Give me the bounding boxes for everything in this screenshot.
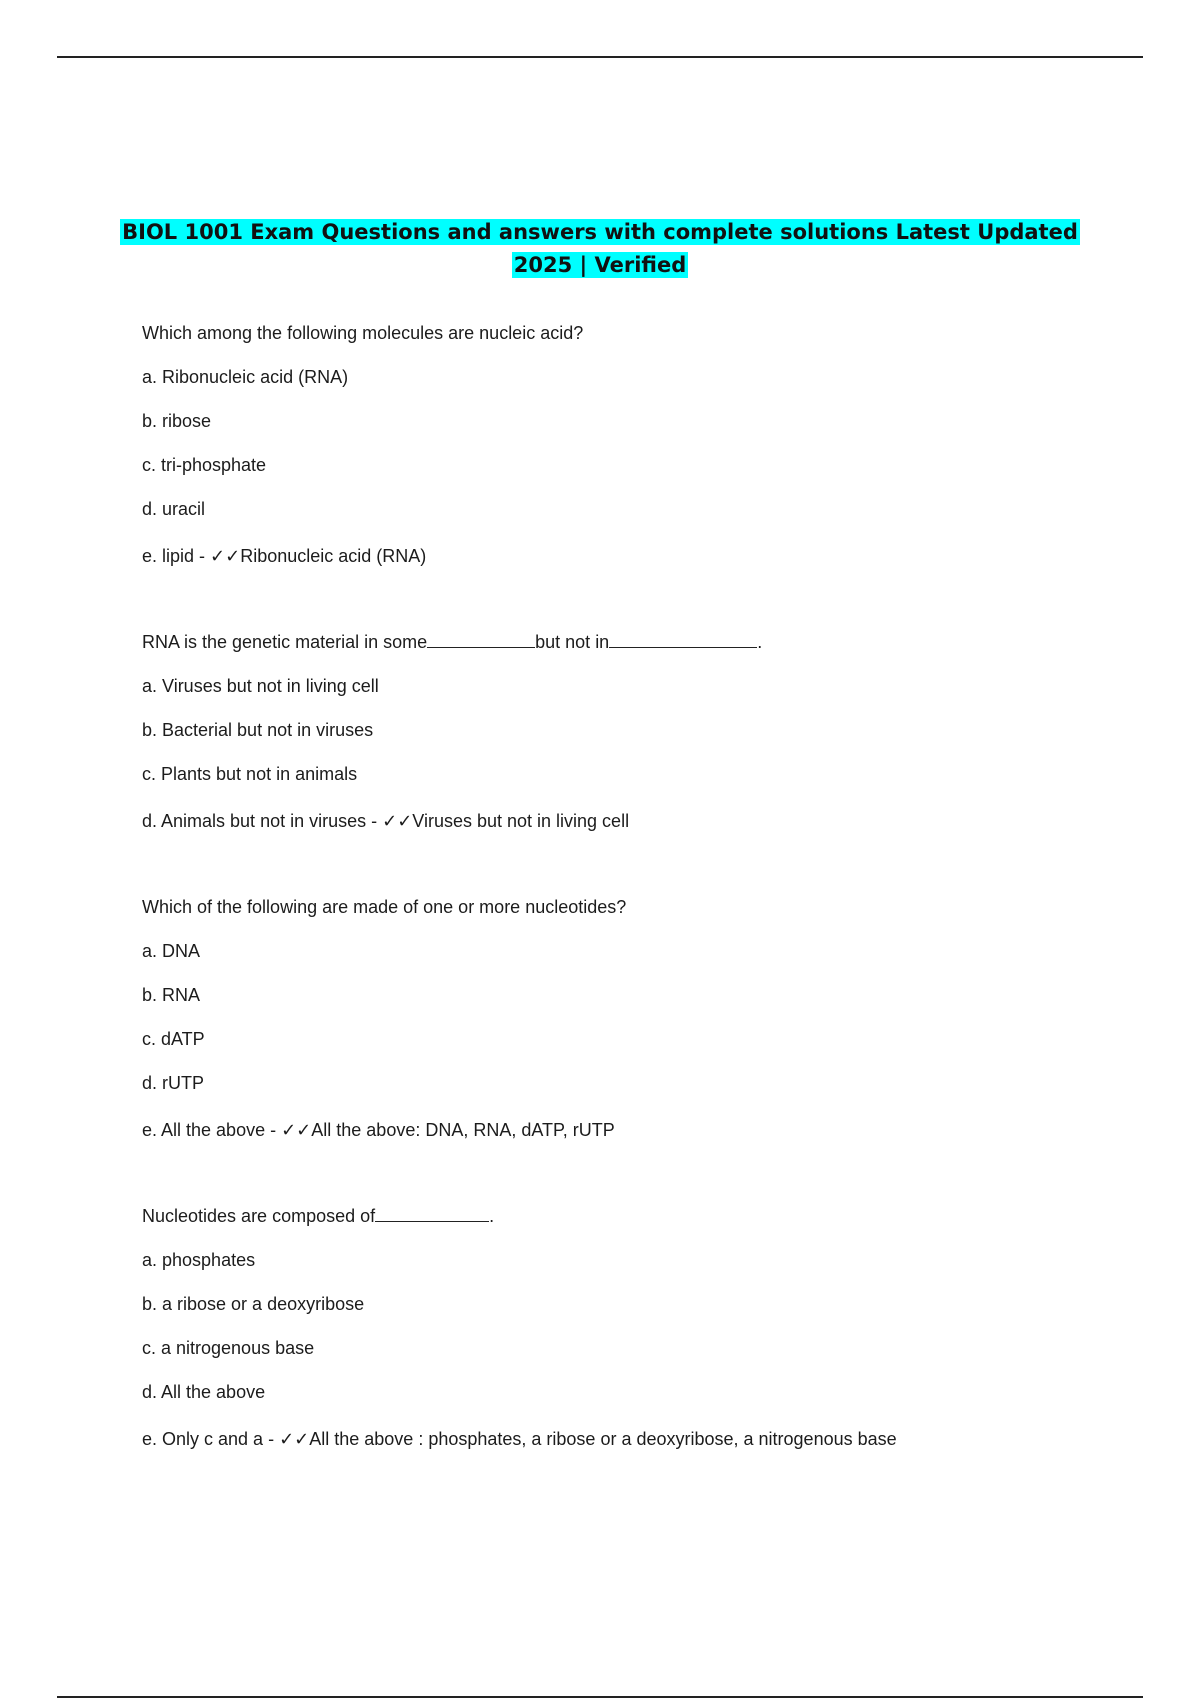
option: b. ribose — [142, 411, 212, 431]
option-with-answer — [142, 1428, 1062, 1450]
option: c. tri-phosphate — [142, 455, 267, 475]
option: a. Ribonucleic acid (RNA) — [142, 367, 349, 387]
prompt-part: RNA is the genetic material in some — [142, 632, 428, 652]
question-4 — [142, 1205, 1062, 1450]
document-body — [142, 322, 1062, 1514]
option-with-answer — [142, 810, 1062, 832]
option-text: e. Only c and a - — [142, 1429, 280, 1449]
option: b. a ribose or a deoxyribose — [142, 1294, 365, 1314]
title-line-1: BIOL 1001 Exam Questions and answers with complete solutions Latest Updated — [122, 220, 1078, 244]
prompt-part: Nucleotides are composed of — [142, 1206, 376, 1226]
answer-text: Ribonucleic acid (RNA) — [240, 546, 427, 566]
double-check-icon: ✓✓ — [382, 811, 413, 832]
option: b. Bacterial but not in viruses — [142, 720, 374, 740]
fill-blank — [427, 631, 535, 648]
double-check-icon: ✓✓ — [281, 1120, 312, 1141]
option-with-answer — [142, 545, 1062, 567]
answer-text: All the above : phosphates, a ribose or a deoxyribose, a nitrogenous base — [309, 1429, 897, 1449]
title-line-2: 2025 | Verified — [513, 253, 687, 277]
option: a. DNA — [142, 941, 201, 961]
fill-blank — [609, 631, 757, 648]
option: a. Viruses but not in living cell — [142, 676, 379, 696]
question-3 — [142, 896, 1062, 1141]
question-prompt: Which among the following molecules are nucleic acid? — [142, 323, 584, 343]
question-1 — [142, 322, 1062, 567]
question-2 — [142, 631, 1062, 832]
option-text: d. Animals but not in viruses - — [142, 811, 383, 831]
answer-text: Viruses but not in living cell — [412, 811, 630, 831]
question-prompt — [142, 631, 1062, 653]
question-prompt — [142, 1205, 1062, 1227]
question-prompt: Which of the following are made of one or more nucleotides? — [142, 897, 627, 917]
prompt-end: . — [757, 632, 763, 652]
option-text: e. lipid - — [142, 546, 211, 566]
option: d. All the above — [142, 1382, 266, 1402]
option: a. phosphates — [142, 1250, 256, 1270]
answer-text: All the above: DNA, RNA, dATP, rUTP — [311, 1120, 615, 1140]
double-check-icon: ✓✓ — [210, 546, 241, 567]
option-with-answer — [142, 1119, 1062, 1141]
prompt-end: . — [489, 1206, 495, 1226]
option: c. dATP — [142, 1029, 205, 1049]
option: c. a nitrogenous base — [142, 1338, 315, 1358]
fill-blank — [375, 1205, 489, 1222]
footer-rule — [57, 1696, 1143, 1698]
header-rule — [57, 56, 1143, 58]
option: b. RNA — [142, 985, 201, 1005]
double-check-icon: ✓✓ — [279, 1429, 310, 1450]
document-title — [120, 216, 1080, 282]
option: d. uracil — [142, 499, 206, 519]
option: d. rUTP — [142, 1073, 205, 1093]
option-text: e. All the above - — [142, 1120, 282, 1140]
option: c. Plants but not in animals — [142, 764, 358, 784]
prompt-part: but not in — [535, 632, 610, 652]
